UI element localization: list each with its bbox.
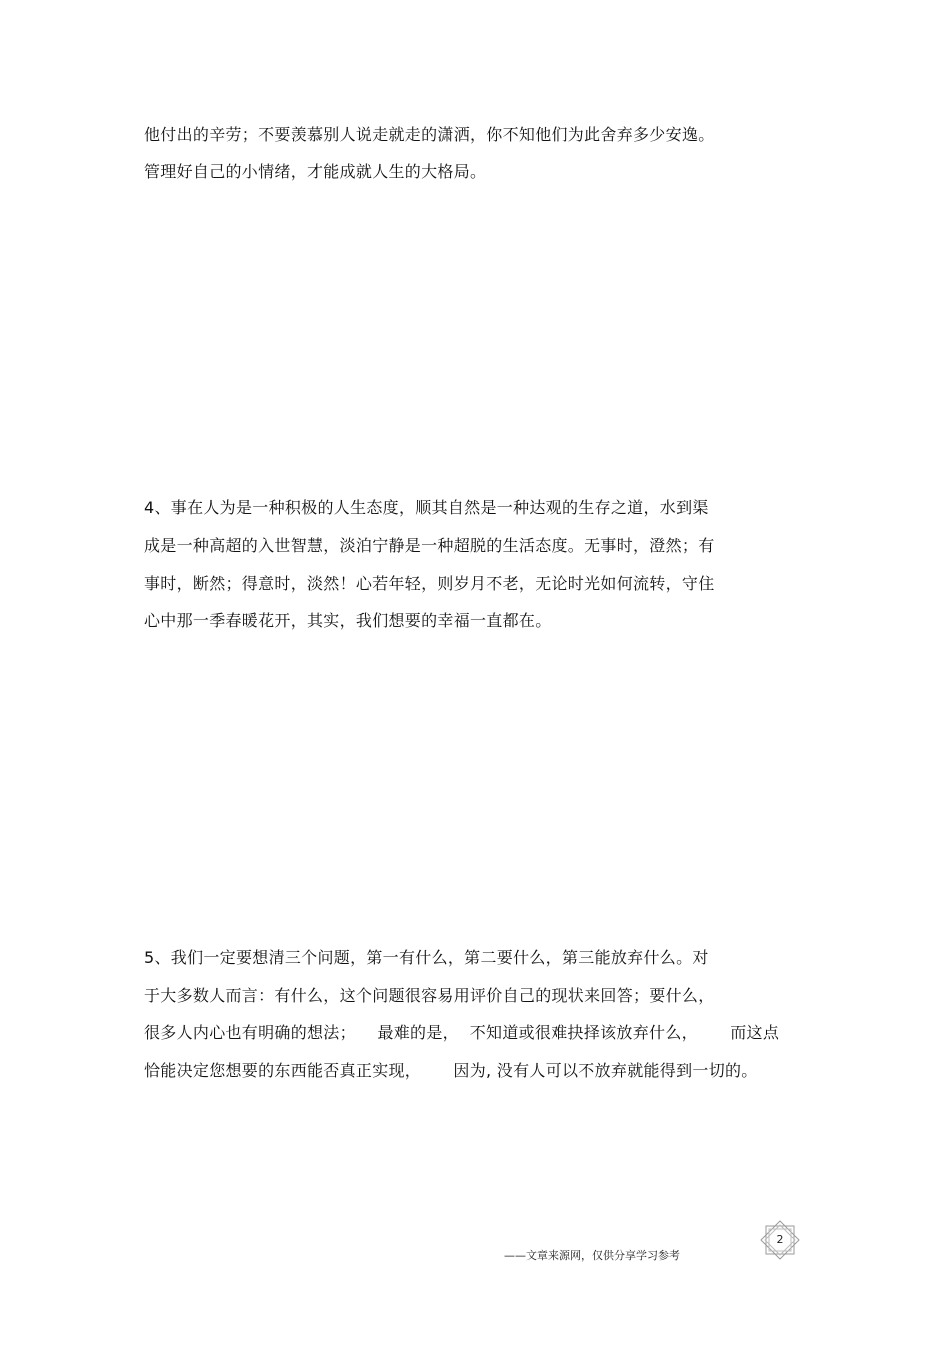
text-line: 于大多数人而言：有什么，这个问题很容易用评价自己的现状来回答；要什么， [144,986,715,1005]
footer-source-note: ——文章来源网，仅供分享学习参考 [504,1249,680,1262]
text-line: 恰能决定您想要的东西能否真正实现， 因为, 没有人可以不放弃就能得到一切的。 [144,1061,758,1080]
text-line: 管理好自己的小情绪，才能成就人生的大格局。 [144,162,487,181]
text-line: 很多人内心也有明确的想法； 最难的是， 不知道或很难抉择该放弃什么， 而这点 [144,1023,780,1042]
page-number: 2 [776,1233,784,1246]
text-line: 5、我们一定要想清三个问题，第一有什么，第二要什么，第三能放弃什么。对 [144,948,709,967]
text-line: 事时，断然；得意时，淡然！心若年轻，则岁月不老，无论时光如何流转，守住 [144,574,715,593]
text-line: 4、事在人为是一种积极的人生态度，顺其自然是一种达观的生存之道，水到渠 [144,498,709,517]
text-line: 他付出的辛劳；不要羡慕别人说走就走的潇洒，你不知他们为此舍弃多少安逸。 [144,125,715,144]
text-line: 心中那一季春暖花开，其实，我们想要的幸福一直都在。 [144,611,552,630]
page-number-badge [756,1220,804,1260]
text-line: 成是一种高超的入世智慧，淡泊宁静是一种超脱的生活态度。无事时，澄然；有 [144,536,715,555]
